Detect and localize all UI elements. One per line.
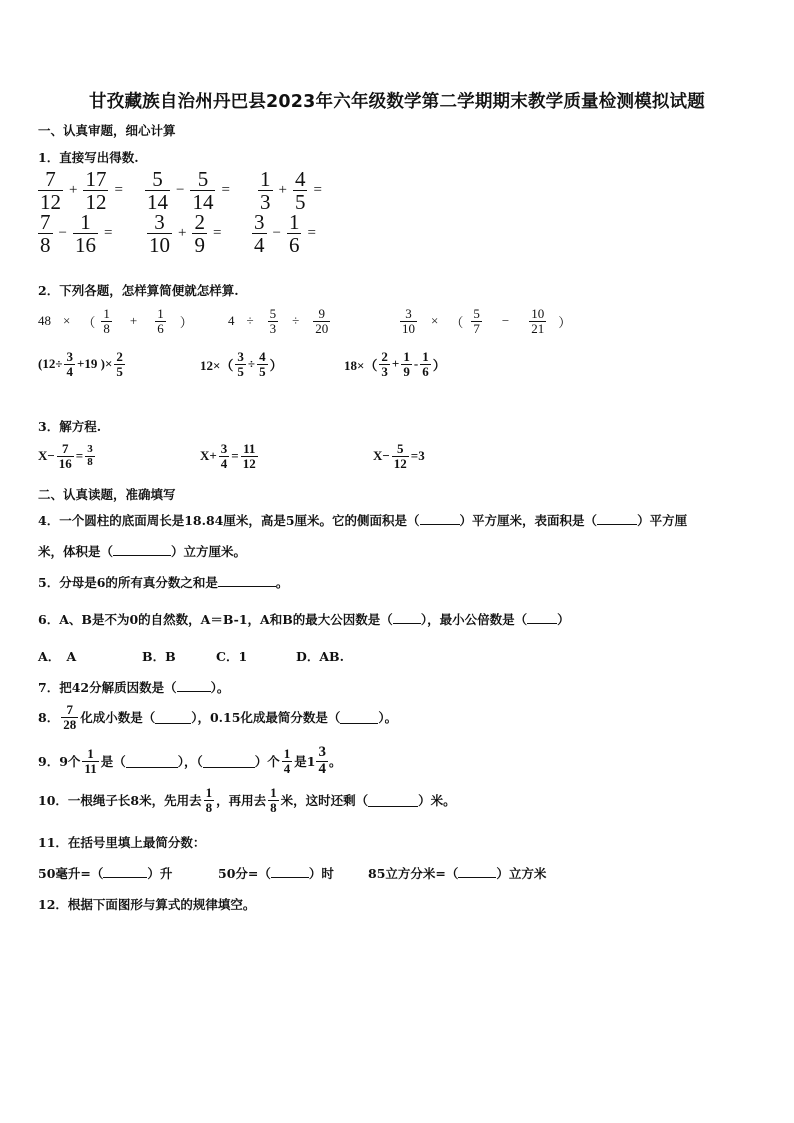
q2-expr-4: (12÷ $\frac{3}{4}$ +19 )× $\frac{2}{5}$: [38, 349, 123, 379]
section-heading-1: 一、认真审题，细心计算: [38, 123, 176, 138]
q8-answer-blank-1[interactable]: [155, 711, 191, 724]
q6-answer-blank-2[interactable]: [527, 611, 557, 624]
q6-option-c[interactable]: C．1: [216, 649, 248, 664]
question-8: 8． $\frac{7}{28}$ 化成小数是（ ），0.15化成最简分数是（ ）。: [38, 702, 398, 732]
q11-answer-blank-2[interactable]: [271, 865, 309, 878]
q4-answer-blank-1[interactable]: [420, 512, 460, 525]
question-4-line-1: 4．一个圆柱的底面周长是18.84厘米，高是5厘米。它的侧面积是（ ）平方厘米，表面积是（ ）平方厘: [38, 513, 688, 528]
question-5: 5．分母是6的所有真分数之和是 。: [38, 575, 289, 590]
q11-item-1: 50毫升=（ ）升: [38, 866, 173, 881]
q4-answer-blank-3[interactable]: [113, 543, 171, 556]
q6-option-b[interactable]: B．B: [142, 649, 176, 664]
q11-item-2: 50分=（ ）时: [218, 866, 334, 881]
q2-expr-2: 4 ÷ $\frac{5}{3}$ ÷ $\frac{9}{20}$: [228, 306, 329, 336]
q6-option-d[interactable]: D．AB.: [296, 649, 344, 664]
question-4-line-2: 米，体积是（ ）立方厘米。: [38, 544, 247, 559]
question-6: 6．A、B是不为0的自然数，A＝B-1，A和B的最大公因数是（ ），最小公倍数是（ ）: [38, 612, 570, 627]
q11-answer-blank-1[interactable]: [103, 865, 147, 878]
q9-answer-blank-2[interactable]: [203, 755, 255, 768]
q8-answer-blank-2[interactable]: [340, 711, 378, 724]
q6-answer-blank-1[interactable]: [393, 611, 421, 624]
q1-expr-2: $\frac{5}{14}$ − $\frac{5}{14}$ =: [147, 167, 230, 215]
question-11-label: 11．在括号里填上最简分数：: [38, 835, 206, 850]
q9-answer-blank-1[interactable]: [126, 755, 178, 768]
q11-item-3: 85立方分米=（ ）立方米: [368, 866, 547, 881]
q10-answer-blank[interactable]: [368, 794, 418, 807]
q3-equation-3: X− $\frac{5}{12}$ =3: [373, 441, 425, 471]
q6-option-a[interactable]: A． A: [38, 649, 77, 664]
q3-equation-2: X+ $\frac{3}{4}$ = $\frac{11}{12}$: [200, 441, 256, 471]
q3-equation-1: X− $\frac{7}{16}$ = $\frac{3}{8}$: [38, 441, 93, 471]
q5-answer-blank[interactable]: [218, 574, 276, 587]
section-heading-2: 二、认真读题，准确填写: [38, 487, 176, 502]
q2-expr-6: 18×（ $\frac{2}{3}$ + $\frac{1}{9}$ - $\frac{1}{6}$ ）: [344, 349, 446, 379]
question-1-label: 1．直接写出得数.: [38, 150, 139, 165]
q1-expr-5: $\frac{3}{10}$ + $\frac{2}{9}$ =: [149, 210, 222, 258]
question-10: 10．一根绳子长8米，先用去 $\frac{1}{8}$ ，再用去 $\frac{1}{8}$ 米，这时还剩（ ）米。: [38, 785, 456, 815]
q4-answer-blank-2[interactable]: [597, 512, 637, 525]
question-2-label: 2．下列各题，怎样算简便就怎样算.: [38, 283, 239, 298]
q2-expr-5: 12×（ $\frac{3}{5}$ ÷ $\frac{4}{5}$ ）: [200, 349, 283, 379]
question-12-label: 12．根据下面图形与算式的规律填空。: [38, 897, 256, 912]
q2-expr-1: 48 × （ $\frac{1}{8}$ + $\frac{1}{6}$ ）: [38, 306, 193, 336]
q1-expr-1: $\frac{7}{12}$ + $\frac{17}{12}$ =: [40, 167, 123, 215]
q11-answer-blank-3[interactable]: [458, 865, 496, 878]
question-7: 7．把42分解质因数是（ ）。: [38, 680, 230, 695]
question-3-label: 3．解方程.: [38, 419, 102, 434]
q2-expr-3: $\frac{3}{10}$ × （ $\frac{5}{7}$ − $\frac{10}{21}$ ）: [402, 306, 572, 336]
q1-expr-6: $\frac{3}{4}$ − $\frac{1}{6}$ =: [254, 210, 316, 258]
question-9: 9．9个 $\frac{1}{11}$ 是（ ），（ ）个 $\frac{1}{4}$ 是1 $\frac{3}{4}$ 。: [38, 744, 342, 777]
q7-answer-blank[interactable]: [177, 679, 211, 692]
page-title: 甘孜藏族自治州丹巴县2023年六年级数学第二学期期末教学质量检测模拟试题: [89, 92, 705, 112]
q1-expr-4: $\frac{7}{8}$ − $\frac{1}{16}$ =: [40, 210, 113, 258]
q1-expr-3: $\frac{1}{3}$ + $\frac{4}{5}$ =: [260, 167, 322, 215]
